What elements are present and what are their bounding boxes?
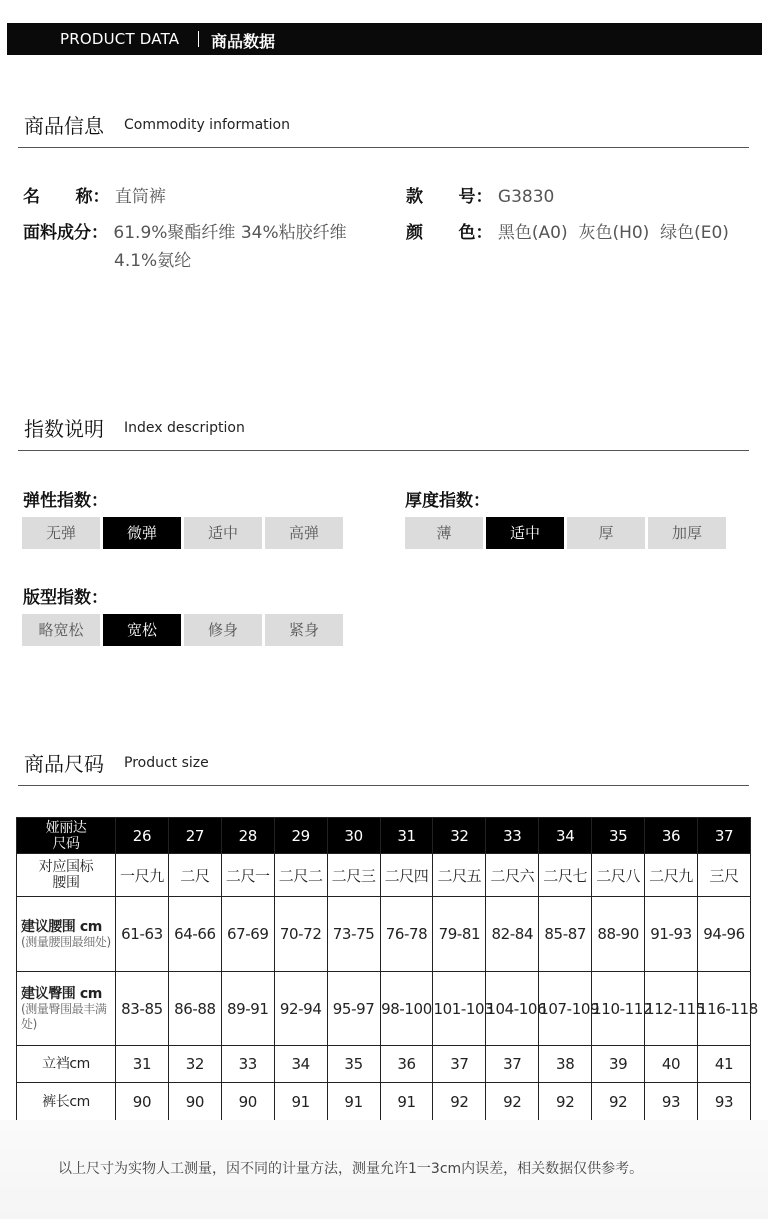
hip-cm-cell: 95-97	[327, 972, 380, 1046]
length-cell: 91	[380, 1083, 433, 1121]
style-value: G3830	[497, 187, 555, 207]
length-cell: 93	[697, 1083, 750, 1121]
rise-cell: 35	[327, 1046, 380, 1083]
rise-cell: 37	[486, 1046, 539, 1083]
size-cell: 30	[327, 818, 380, 854]
hip-cm-cell: 98-100	[380, 972, 433, 1046]
waist-standard-label-text: 对应国标 腰围	[38, 859, 94, 891]
thickness-label: 厚度指数：	[405, 491, 490, 511]
size-cell: 37	[697, 818, 750, 854]
length-cell: 91	[274, 1083, 327, 1121]
waist-standard-cell: 三尺	[697, 854, 750, 897]
hip-cm-cell: 110-112	[592, 972, 645, 1046]
color-value: 黑色(A0) 灰色(H0) 绿色(E0)	[497, 223, 729, 243]
size-subtitle: Product size	[124, 755, 209, 771]
waist-cm-cell: 76-78	[380, 897, 433, 972]
waist-cm-row	[17, 897, 751, 972]
hip-cm-note: (测量臀围最丰满处)	[21, 1001, 107, 1031]
waist-standard-cell: 二尺二	[274, 854, 327, 897]
thickness-option-thick: 厚	[567, 517, 645, 549]
waist-standard-cell: 二尺三	[327, 854, 380, 897]
style-row	[406, 182, 554, 207]
fabric-row-2	[114, 246, 191, 271]
thickness-option-medium: 适中	[486, 517, 564, 549]
size-cell: 36	[645, 818, 698, 854]
waist-cm-cell: 73-75	[327, 897, 380, 972]
length-cell: 90	[221, 1083, 274, 1121]
color-row	[406, 218, 729, 243]
waist-cm-cell: 70-72	[274, 897, 327, 972]
size-cell: 27	[168, 818, 221, 854]
length-cell: 92	[433, 1083, 486, 1121]
waist-cm-cell: 82-84	[486, 897, 539, 972]
length-cell: 92	[592, 1083, 645, 1121]
waist-cm-cell: 61-63	[116, 897, 169, 972]
fit-option-tight: 紧身	[265, 614, 343, 646]
elasticity-option-medium: 适中	[184, 517, 262, 549]
rise-cell: 39	[592, 1046, 645, 1083]
commodity-subtitle: Commodity information	[124, 117, 290, 133]
name-value: 直筒裤	[114, 187, 166, 207]
length-cell: 92	[486, 1083, 539, 1121]
fit-chips	[22, 614, 343, 646]
size-cell: 34	[539, 818, 592, 854]
rise-cell: 32	[168, 1046, 221, 1083]
length-cell: 91	[327, 1083, 380, 1121]
size-table	[16, 817, 758, 1121]
commodity-divider	[18, 147, 749, 148]
rise-cell: 37	[433, 1046, 486, 1083]
banner-title-en: PRODUCT DATA	[60, 30, 180, 48]
rise-cell: 36	[380, 1046, 433, 1083]
waist-standard-cell: 二尺五	[433, 854, 486, 897]
size-cell: 35	[592, 818, 645, 854]
hip-cm-label-text: 建议臀围 cm	[21, 985, 102, 1002]
product-data-banner	[7, 23, 762, 55]
name-label: 名 称：	[23, 187, 110, 207]
name-row	[23, 182, 166, 207]
waist-cm-cell: 91-93	[645, 897, 698, 972]
fabric-row	[23, 218, 347, 243]
rise-cell: 41	[697, 1046, 750, 1083]
waist-cm-label	[17, 897, 116, 972]
elasticity-option-none: 无弹	[22, 517, 100, 549]
hip-cm-cell: 83-85	[116, 972, 169, 1046]
fit-option-relaxed: 略宽松	[22, 614, 100, 646]
rise-cell: 34	[274, 1046, 327, 1083]
elasticity-option-slight: 微弹	[103, 517, 181, 549]
size-cell: 31	[380, 818, 433, 854]
commodity-title: 商品信息	[24, 114, 104, 138]
index-title: 指数说明	[24, 417, 104, 441]
waist-cm-cell: 94-96	[697, 897, 750, 972]
length-cell: 92	[539, 1083, 592, 1121]
size-cell: 33	[486, 818, 539, 854]
banner-title-zh: 商品数据	[211, 32, 276, 51]
hip-cm-cell: 107-109	[539, 972, 592, 1046]
rise-cell: 40	[645, 1046, 698, 1083]
index-subtitle: Index description	[124, 420, 245, 436]
waist-standard-cell: 二尺九	[645, 854, 698, 897]
waist-cm-cell: 79-81	[433, 897, 486, 972]
rise-cell: 38	[539, 1046, 592, 1083]
waist-cm-label-text: 建议腰围 cm	[21, 918, 102, 935]
thickness-option-extra-thick: 加厚	[648, 517, 726, 549]
size-cell: 26	[116, 818, 169, 854]
hip-cm-cell: 101-103	[433, 972, 486, 1046]
banner-separator	[198, 31, 199, 47]
rise-cell: 33	[221, 1046, 274, 1083]
footnote-text: 以上尺寸为实物人工测量，因不同的计量方法，测量允许1一3cm内误差，相关数据仅供参考。	[58, 1161, 644, 1177]
waist-standard-cell: 一尺九	[116, 854, 169, 897]
length-row	[17, 1083, 751, 1121]
size-cell: 32	[433, 818, 486, 854]
size-header-row	[17, 818, 751, 854]
length-cell: 90	[168, 1083, 221, 1121]
size-divider	[18, 785, 749, 786]
fit-option-slim: 修身	[184, 614, 262, 646]
elasticity-chips	[22, 517, 343, 549]
hip-cm-cell: 89-91	[221, 972, 274, 1046]
footnote-area	[0, 1120, 768, 1219]
hip-cm-cell: 104-106	[486, 972, 539, 1046]
size-cell: 28	[221, 818, 274, 854]
hip-cm-cell: 86-88	[168, 972, 221, 1046]
waist-cm-cell: 67-69	[221, 897, 274, 972]
hip-cm-cell: 116-118	[697, 972, 750, 1046]
waist-standard-cell: 二尺四	[380, 854, 433, 897]
length-cell: 90	[116, 1083, 169, 1121]
waist-cm-cell: 85-87	[539, 897, 592, 972]
size-header-label-text: 娅丽达 尺码	[45, 819, 87, 852]
waist-standard-label	[17, 854, 116, 897]
style-label: 款 号：	[406, 187, 493, 207]
fit-label: 版型指数：	[23, 588, 108, 608]
waist-standard-row	[17, 854, 751, 897]
waist-cm-note: (测量腰围最细处)	[21, 934, 111, 949]
fabric-label: 面料成分：	[23, 223, 108, 243]
waist-standard-cell: 二尺六	[486, 854, 539, 897]
elasticity-label: 弹性指数：	[23, 491, 108, 511]
index-divider	[18, 450, 749, 451]
hip-cm-cell: 92-94	[274, 972, 327, 1046]
size-cell: 29	[274, 818, 327, 854]
waist-standard-cell: 二尺	[168, 854, 221, 897]
waist-cm-cell: 64-66	[168, 897, 221, 972]
waist-standard-cell: 二尺七	[539, 854, 592, 897]
waist-standard-cell: 二尺八	[592, 854, 645, 897]
rise-row	[17, 1046, 751, 1083]
thickness-option-thin: 薄	[405, 517, 483, 549]
size-title: 商品尺码	[24, 752, 104, 776]
hip-cm-cell: 112-115	[645, 972, 698, 1046]
rise-cell: 31	[116, 1046, 169, 1083]
hip-cm-label	[17, 972, 116, 1046]
length-label: 裤长cm	[17, 1083, 116, 1121]
color-label: 颜 色：	[406, 223, 493, 243]
fabric-value-line2: 4.1%氨纶	[114, 251, 192, 271]
length-cell: 93	[645, 1083, 698, 1121]
waist-cm-cell: 88-90	[592, 897, 645, 972]
elasticity-option-high: 高弹	[265, 517, 343, 549]
waist-standard-cell: 二尺一	[221, 854, 274, 897]
thickness-chips	[405, 517, 726, 549]
rise-label: 立裆cm	[17, 1046, 116, 1083]
hip-cm-row	[17, 972, 751, 1046]
fit-option-loose: 宽松	[103, 614, 181, 646]
fabric-value-line1: 61.9%聚酯纤维 34%粘胶纤维	[113, 223, 347, 243]
size-header-label	[17, 818, 116, 854]
